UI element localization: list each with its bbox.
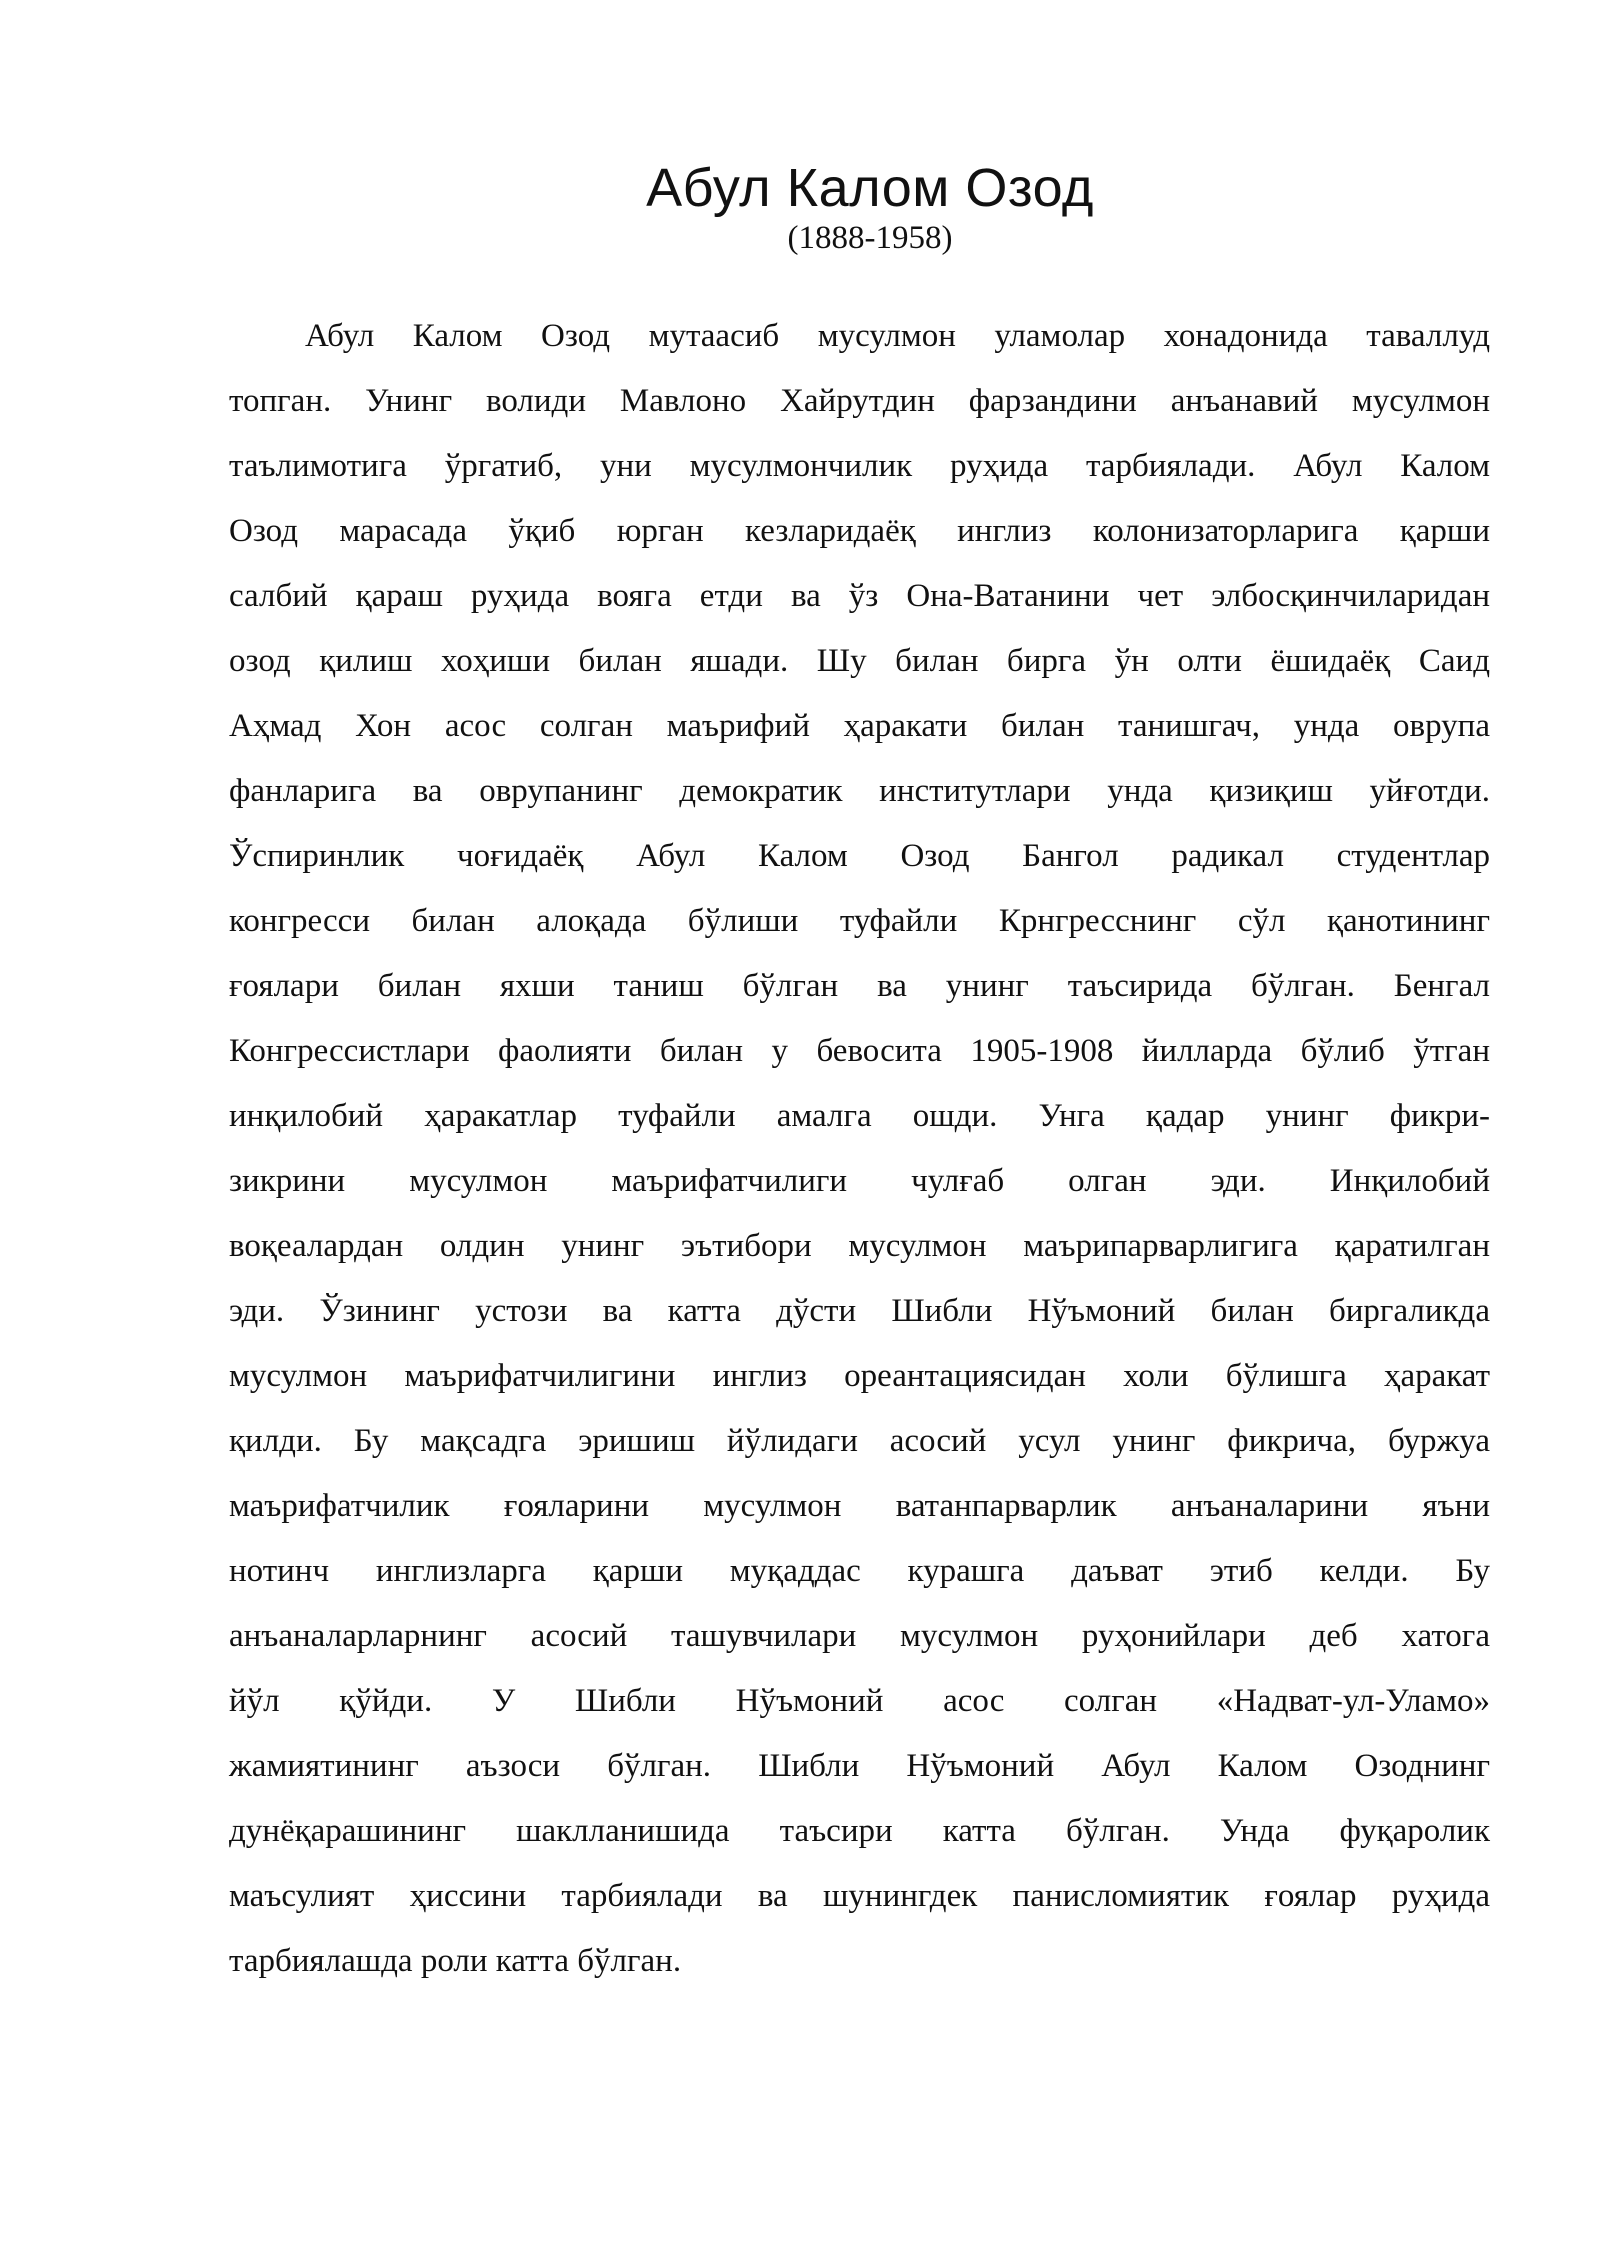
paragraph-line: маърифатчилик ғояларини мусулмон ватанпарварлик анъаналарини яъни <box>229 1488 1490 1524</box>
paragraph-line: топган. Унинг волиди Мавлоно Хайрутдин фарзандини анъанавий мусулмон <box>229 383 1490 419</box>
paragraph-line: йўл қўйди. У Шибли Нўъмоний асос солган «Надват-ул-Уламо» <box>229 1683 1490 1719</box>
paragraph-line: қилди. Бу мақсадга эришиш йўлидаги асосий усул унинг фикрича, буржуа <box>229 1423 1490 1459</box>
paragraph-line: дунёқарашининг шаклланишида таъсири катта бўлган. Унда фуқаролик <box>229 1813 1490 1849</box>
paragraph-line: фанларига ва оврупанинг демократик институтлари унда қизиқиш уйғотди. <box>229 773 1490 809</box>
paragraph-line: анъаналарларнинг асосий ташувчилари мусулмон руҳонийлари деб хатога <box>229 1618 1490 1654</box>
paragraph-line: эди. Ўзининг устози ва катта дўсти Шибли Нўъмоний билан биргаликда <box>229 1293 1490 1329</box>
body-paragraph <box>229 304 1490 1994</box>
paragraph-line: салбий қараш руҳида вояга етди ва ўз Она-Ватанини чет элбосқинчиларидан <box>229 578 1490 614</box>
paragraph-line: жамиятининг аъзоси бўлган. Шибли Нўъмоний Абул Калом Озоднинг <box>229 1748 1490 1784</box>
paragraph-line: конгресси билан алоқада бўлиши туфайли Крнгресснинг сўл қанотининг <box>229 903 1490 939</box>
paragraph-line: Озод марасада ўқиб юрган кезларидаёқ инглиз колонизаторларига қарши <box>229 513 1490 549</box>
paragraph-line: таълимотига ўргатиб, уни мусулмончилик руҳида тарбиялади. Абул Калом <box>229 448 1490 484</box>
paragraph-line: озод қилиш хоҳиши билан яшади. Шу билан бирга ўн олти ёшидаёқ Саид <box>229 643 1490 679</box>
paragraph-line: Конгрессистлари фаолияти билан у бевосита 1905-1908 йилларда бўлиб ўтган <box>229 1033 1490 1069</box>
page-title: Абул Калом Озод <box>646 158 1094 218</box>
paragraph-line: воқеалардан олдин унинг эътибори мусулмон маърипарварлигига қаратилган <box>229 1228 1490 1264</box>
paragraph-line: мусулмон маърифатчилигини инглиз ореантациясидан холи бўлишга ҳаракат <box>229 1358 1490 1394</box>
paragraph-line: Аҳмад Хон асос солган маърифий ҳаракати билан танишгач, унда оврупа <box>229 708 1490 744</box>
paragraph-line: нотинч инглизларга қарши муқаддас курашга даъват этиб келди. Бу <box>229 1553 1490 1589</box>
paragraph-line: зикрини мусулмон маърифатчилиги чулғаб олган эди. Инқилобий <box>229 1163 1490 1199</box>
paragraph-line: Ўспиринлик чоғидаёқ Абул Калом Озод Бангол радикал студентлар <box>229 838 1490 874</box>
page-subtitle-years: (1888-1958) <box>787 220 953 256</box>
paragraph-line: маъсулият ҳиссини тарбиялади ва шунингдек панисломиятик ғоялар руҳида <box>229 1878 1490 1914</box>
paragraph-line: ғоялари билан яхши таниш бўлган ва унинг таъсирида бўлган. Бенгал <box>229 968 1490 1004</box>
paragraph-line: тарбиялашда роли катта бўлган. <box>229 1943 682 1979</box>
paragraph-line: Абул Калом Озод мутаасиб мусулмон уламолар хонадонида таваллуд <box>305 318 1490 354</box>
paragraph-line: инқилобий ҳаракатлар туфайли амалга ошди. Унга қадар унинг фикри- <box>229 1098 1490 1134</box>
